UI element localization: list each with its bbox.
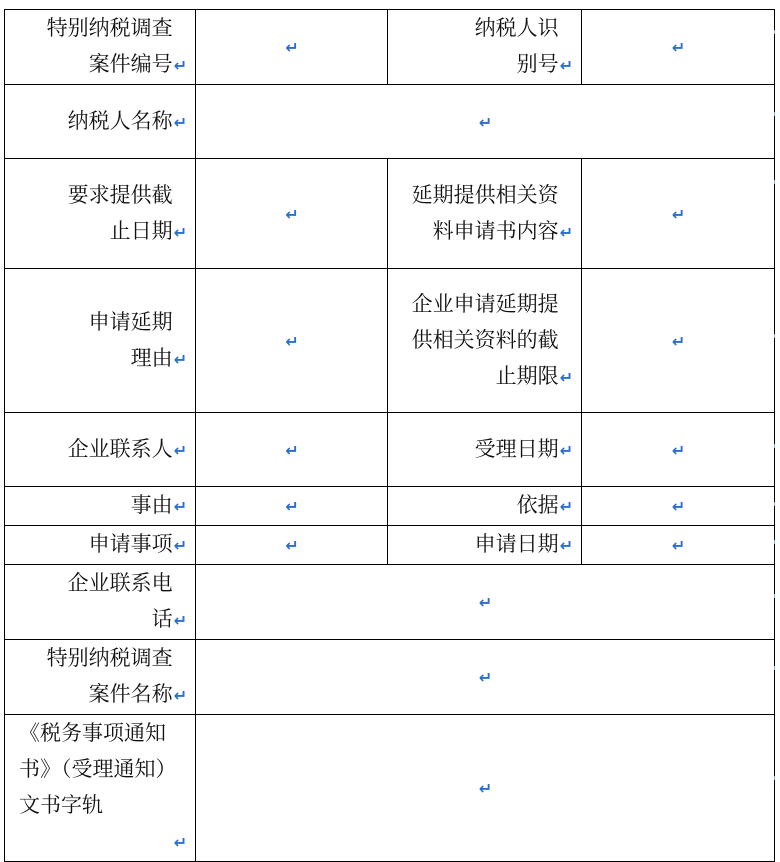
- form-row: [5, 10, 775, 85]
- return-mark: ↵: [671, 38, 686, 57]
- form-row: [5, 269, 775, 413]
- return-mark: ↵: [173, 497, 187, 516]
- form-row: [5, 526, 775, 565]
- return-mark: ↵: [173, 349, 187, 369]
- return-mark: ↵: [285, 536, 299, 555]
- return-mark: ↵: [173, 833, 187, 852]
- label-text: 特别纳税调查案件名称: [46, 646, 173, 706]
- label-extension-deadline: [388, 269, 582, 413]
- field-basis[interactable]: [582, 487, 775, 526]
- return-mark: ↵: [173, 56, 187, 75]
- form-row: [5, 640, 775, 715]
- row-end-mark: [774, 112, 780, 118]
- label-text: 申请延期理由: [88, 309, 173, 370]
- label-text: 企业申请延期提供相关资料的截止期限: [411, 291, 559, 388]
- return-mark: ↵: [559, 497, 573, 516]
- field-case-name[interactable]: [196, 640, 775, 715]
- label-text: 企业联系人: [67, 436, 173, 461]
- return-mark: ↵: [173, 440, 187, 460]
- label-text: 延期提供相关资料申请书内容: [411, 182, 559, 243]
- label-text: 纳税人名称: [67, 108, 173, 133]
- label-case-number: [5, 10, 196, 85]
- field-application-date[interactable]: [582, 526, 775, 565]
- return-mark: ↵: [671, 536, 686, 555]
- field-contact-person[interactable]: [196, 413, 388, 487]
- row-end-mark: [774, 502, 780, 508]
- return-mark: ↵: [478, 779, 493, 798]
- form-row: [5, 159, 775, 269]
- return-mark: ↵: [285, 38, 299, 57]
- return-mark: ↵: [285, 331, 299, 351]
- row-end-mark: [774, 30, 780, 36]
- row-end-mark: [774, 540, 780, 546]
- return-mark: ↵: [671, 440, 686, 460]
- form-row: [5, 487, 775, 526]
- label-text: 要求提供截止日期: [67, 182, 173, 243]
- field-extension-content[interactable]: [582, 159, 775, 269]
- return-mark: ↵: [559, 222, 573, 242]
- form-row: [5, 565, 775, 640]
- row-end-mark: [774, 444, 780, 450]
- field-application-item[interactable]: [196, 526, 388, 565]
- return-mark: ↵: [559, 56, 573, 75]
- form-row: [5, 85, 775, 159]
- label-deadline: [5, 159, 196, 269]
- label-text: 申请事项: [88, 532, 173, 556]
- label-application-item: [5, 526, 196, 565]
- return-mark: ↵: [559, 536, 573, 555]
- field-deadline[interactable]: [196, 159, 388, 269]
- label-contact-person: [5, 413, 196, 487]
- label-text: 依据: [516, 493, 559, 517]
- label-application-date: [388, 526, 582, 565]
- row-end-mark: [774, 776, 780, 782]
- row-end-mark: [774, 666, 780, 672]
- field-acceptance-date[interactable]: [582, 413, 775, 487]
- label-text: 企业联系电话: [67, 571, 173, 631]
- return-mark: ↵: [478, 668, 493, 687]
- return-mark: ↵: [173, 611, 187, 630]
- row-end-mark: [774, 334, 780, 340]
- return-mark: ↵: [173, 222, 187, 242]
- form-row: [5, 715, 775, 862]
- label-text: 纳税人识别号: [474, 16, 559, 76]
- label-case-name: [5, 640, 196, 715]
- field-contact-phone[interactable]: [196, 565, 775, 640]
- label-contact-phone: [5, 565, 196, 640]
- return-mark: ↵: [285, 204, 299, 224]
- return-mark: ↵: [559, 367, 573, 387]
- return-mark: ↵: [478, 593, 493, 612]
- return-mark: ↵: [671, 331, 686, 351]
- field-taxpayer-name[interactable]: [196, 85, 775, 159]
- label-notice-doc-number: [5, 715, 196, 862]
- label-taxpayer-id: [388, 10, 582, 85]
- return-mark: ↵: [559, 440, 573, 460]
- field-case-number[interactable]: [196, 10, 388, 85]
- label-text: 受理日期: [474, 436, 559, 461]
- label-basis: [388, 487, 582, 526]
- return-mark: ↵: [173, 686, 187, 705]
- form-row: [5, 413, 775, 487]
- field-notice-doc-number[interactable]: [196, 715, 775, 862]
- label-extension-reason: [5, 269, 196, 413]
- return-mark: ↵: [173, 112, 187, 132]
- label-text: 《税务事项通知书》（受理通知）文书字轨: [19, 721, 177, 817]
- label-text: 特别纳税调查案件编号: [46, 16, 173, 76]
- label-text: 申请日期: [474, 532, 559, 556]
- return-mark: ↵: [285, 497, 299, 516]
- label-extension-content: [388, 159, 582, 269]
- field-cause[interactable]: [196, 487, 388, 526]
- return-mark: ↵: [671, 204, 686, 224]
- return-mark: ↵: [478, 112, 493, 132]
- row-end-mark: [774, 594, 780, 600]
- label-cause: [5, 487, 196, 526]
- return-mark: ↵: [285, 440, 299, 460]
- row-end-mark: [774, 180, 780, 186]
- return-mark: ↵: [173, 536, 187, 555]
- label-taxpayer-name: [5, 85, 196, 159]
- return-mark: ↵: [671, 497, 686, 516]
- label-acceptance-date: [388, 413, 582, 487]
- field-taxpayer-id[interactable]: [582, 10, 775, 85]
- application-form-table: [4, 9, 775, 862]
- field-extension-reason[interactable]: [196, 269, 388, 413]
- label-text: 事由: [130, 493, 173, 517]
- field-extension-deadline[interactable]: [582, 269, 775, 413]
